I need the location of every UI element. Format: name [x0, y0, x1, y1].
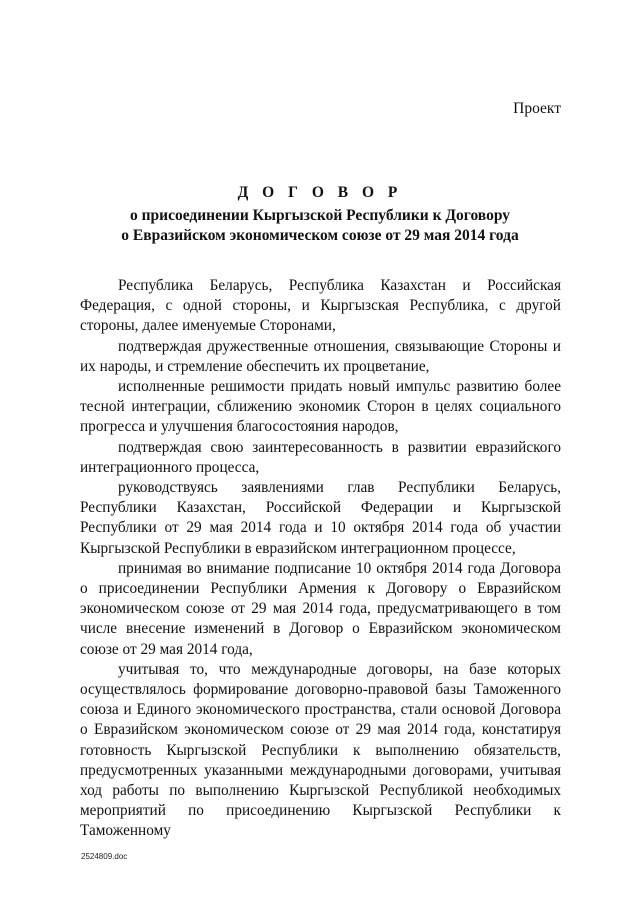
document-subtitle-line-1: о присоединении Кыргызской Республики к Договору: [130, 207, 510, 224]
document-title-block: [80, 183, 560, 246]
project-label: Проект: [513, 100, 561, 117]
paragraph-armenia-treaty: принимая во внимание подписание 10 октября 2014 года Договора о присоединении Республики Армения к Договору о Евразийском экономическом союзе от 29 мая 2014 года, предусматривающего в том числе внесение изменений в Договор о Евразийском экономическом союзе от 29 мая 2014 года,: [80, 559, 561, 658]
paragraph-interest: подтверждая свою заинтересованность в развитии евразийского интеграционного процесса,: [80, 438, 561, 476]
paragraph-parties: Республика Беларусь, Республика Казахстан и Российская Федерация, с одной стороны, и Кыргызская Республика, с другой стороны, далее именуемые Сторонами,: [80, 277, 561, 335]
paragraph-friendly-relations: подтверждая дружественные отношения, связывающие Стороны и их народы, и стремление обеспечить их процветание,: [80, 337, 561, 375]
document-body: [80, 276, 561, 842]
paragraph-integration-resolve: исполненные решимости придать новый импульс развитию более тесной интеграции, сближению экономик Сторон в целях социального прогресса и улучшения благосостояния народов,: [80, 378, 561, 436]
paragraph-international-treaties: учитывая то, что международные договоры, на базе которых осуществлялось формирование договорно-правовой базы Таможенного союза и Единого экономического пространства, стали основой Договора о Евразийском экономическом союзе от 29 мая 2014 года, констатируя готовность Кыргызской Республики к выполнению обязательств, предусмотренных указанными международными договорами, учитывая ход работы по выполнению Кыргызской Республикой необходимых мероприятий по присоединению Кыргызской Республики к Таможенному: [80, 660, 561, 840]
paragraph-statements: руководствуясь заявлениями глав Республики Беларусь, Республики Казахстан, Российской Федерации и Кыргызской Республики от 29 мая 2014 года и 10 октября 2014 года об участии Кыргызской Республики в евразийском интеграционном процессе,: [80, 479, 561, 557]
document-title: Д О Г О В О Р: [237, 184, 403, 201]
file-reference: 2524809.doc: [81, 852, 128, 861]
document-subtitle-line-2: о Евразийском экономическом союзе от 29 мая 2014 года: [121, 227, 519, 244]
